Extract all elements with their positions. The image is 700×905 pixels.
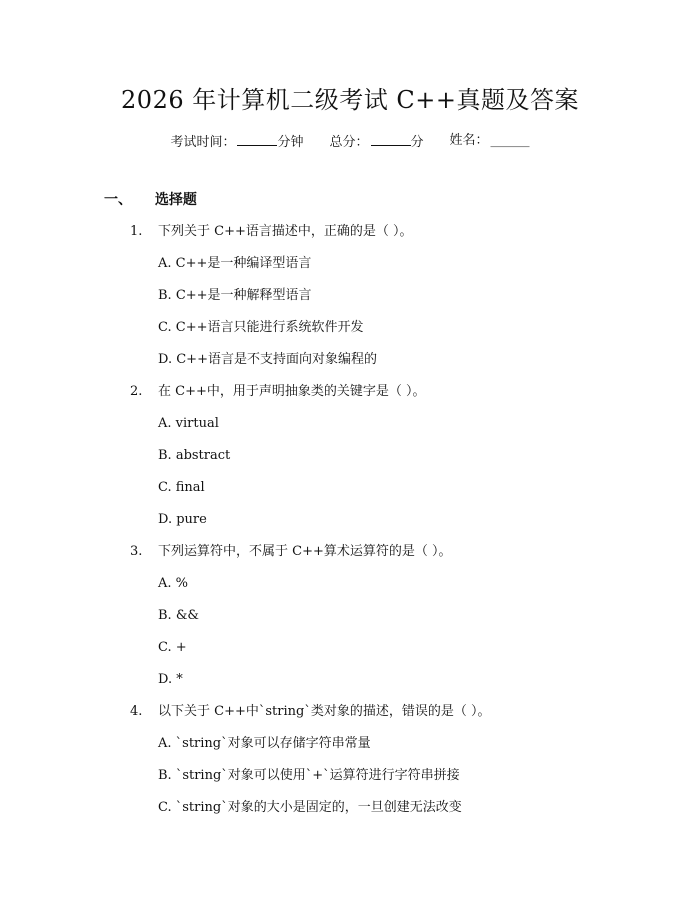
answer-option-text: D. * (158, 672, 183, 687)
question-text: 以下关于 C++中`string`类对象的描述，错误的是（ ）。 (158, 704, 491, 719)
question-item (0, 380, 700, 412)
name-field (450, 131, 530, 153)
answer-option-text: C. C++语言只能进行系统软件开发 (158, 320, 364, 335)
name-label: 姓名： (449, 133, 489, 148)
total-score-field (329, 131, 423, 153)
question-item (0, 700, 700, 732)
question-number: 4. (130, 704, 143, 719)
answer-option-text: A. `string`对象可以存储字符串常量 (158, 736, 371, 751)
section-heading (104, 189, 197, 211)
answer-option-text: A. C++是一种编译型语言 (158, 256, 312, 271)
page-title: 2026 年计算机二级考试 C++真题及答案 (121, 86, 579, 114)
answer-option-text: A. % (158, 576, 189, 591)
total-score-unit: 分 (410, 135, 424, 150)
question-number: 1. (130, 224, 143, 239)
answer-option-text: C. + (158, 640, 187, 655)
exam-time-unit: 分钟 (277, 135, 304, 150)
answer-option (0, 284, 700, 316)
answer-option-text: B. abstract (158, 448, 231, 463)
total-score-blank (371, 131, 411, 146)
name-blank: ______ (490, 133, 530, 148)
answer-option (0, 636, 700, 668)
question-number: 2. (130, 384, 143, 399)
question-number: 3. (130, 544, 143, 559)
section-number: 一、 (104, 192, 132, 208)
answer-option-text: A. virtual (158, 416, 219, 431)
answer-option (0, 316, 700, 348)
answer-option (0, 508, 700, 540)
exam-info-line (0, 131, 700, 153)
section-title: 选择题 (154, 192, 197, 208)
exam-time-label: 考试时间： (170, 135, 236, 150)
answer-option-text: B. `string`对象可以使用`+`运算符进行字符串拼接 (158, 768, 460, 783)
answer-option (0, 764, 700, 796)
answer-option (0, 444, 700, 476)
exam-time-blank (237, 131, 277, 146)
question-item (0, 220, 700, 252)
answer-option (0, 252, 700, 284)
answer-option (0, 572, 700, 604)
answer-option-text: B. && (158, 608, 199, 623)
question-text: 下列关于 C++语言描述中，正确的是（ ）。 (158, 224, 413, 239)
answer-option (0, 604, 700, 636)
exam-time-field (170, 131, 303, 153)
question-item (0, 540, 700, 572)
answer-option-text: C. final (158, 480, 205, 495)
answer-option (0, 348, 700, 380)
answer-option (0, 796, 700, 828)
total-score-label: 总分： (329, 135, 369, 150)
answer-option-text: D. pure (158, 512, 207, 527)
answer-option-text: B. C++是一种解释型语言 (158, 288, 312, 303)
answer-option (0, 476, 700, 508)
answer-option (0, 732, 700, 764)
question-text: 在 C++中，用于声明抽象类的关键字是（ ）。 (158, 384, 426, 399)
answer-option-text: C. `string`对象的大小是固定的，一旦创建无法改变 (158, 800, 462, 815)
answer-option (0, 412, 700, 444)
answer-option (0, 668, 700, 700)
answer-option-text: D. C++语言是不支持面向对象编程的 (158, 352, 377, 367)
question-text: 下列运算符中，不属于 C++算术运算符的是（ ）。 (158, 544, 452, 559)
question-list (0, 220, 700, 828)
